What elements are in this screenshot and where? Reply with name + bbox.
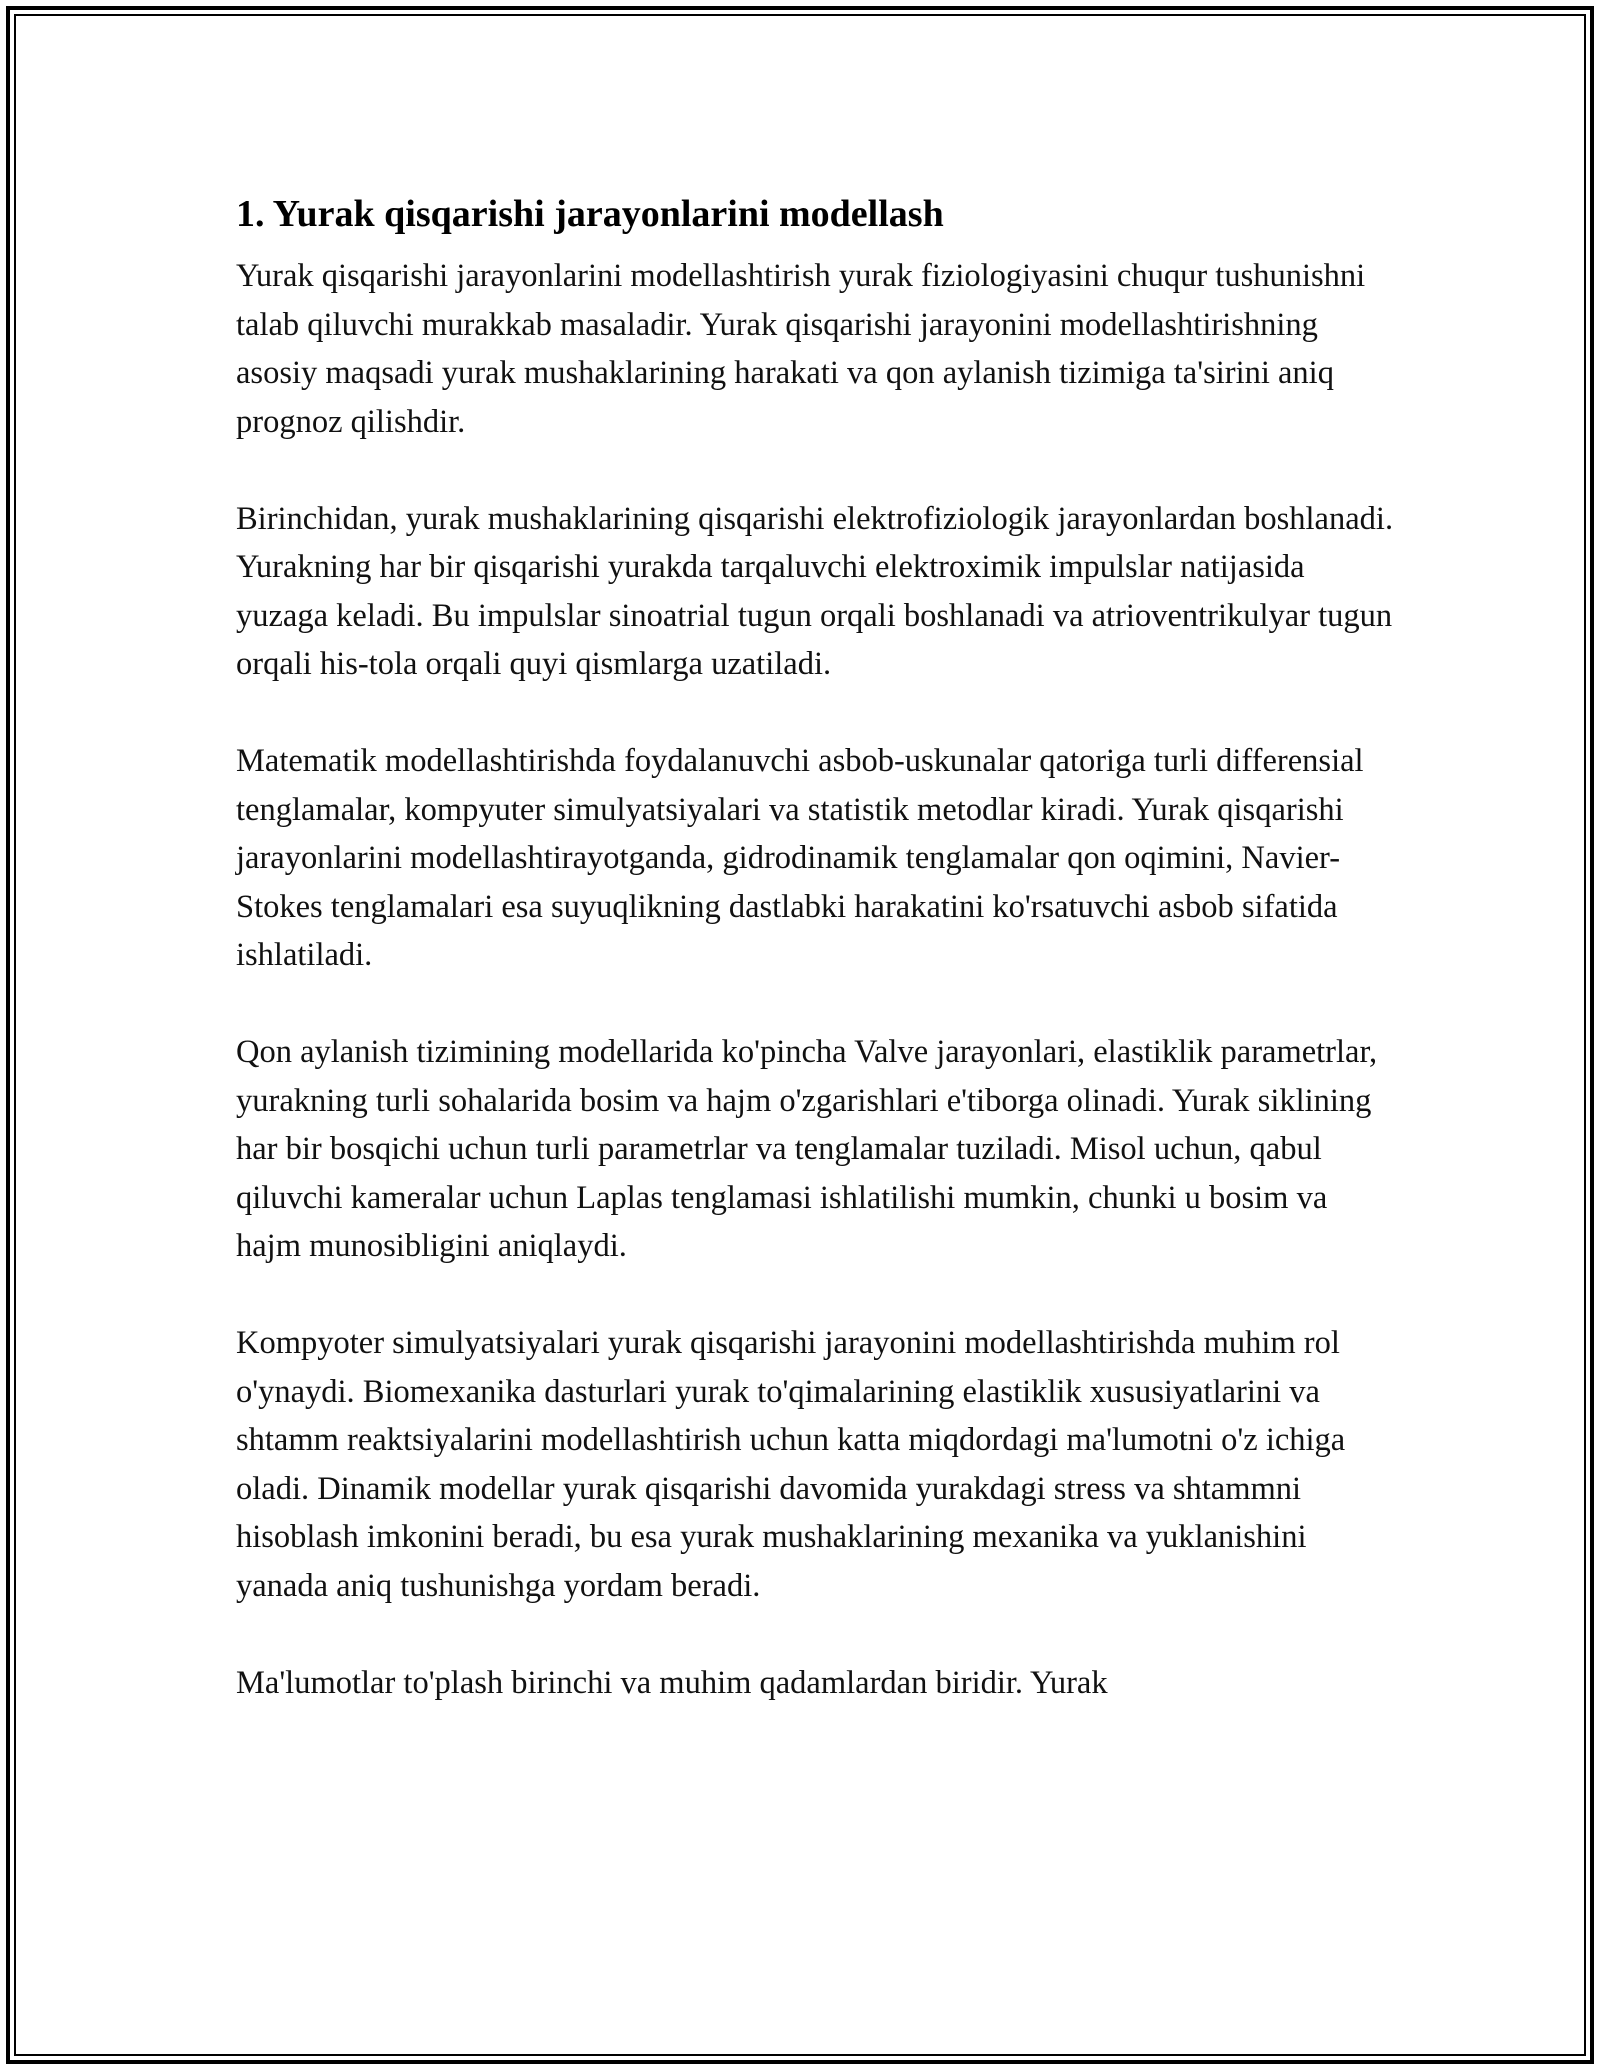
- paragraph: Birinchidan, yurak mushaklarining qisqarishi elektrofiziologik jarayonlardan boshlanadi. Yurakning har bir qisqarishi yurakda tarqaluvchi elektroximik impulslar natijasida yuzaga keladi. Bu impulslar sinoatrial tugun orqali boshlanadi va atrioventrikulyar tugun orqali his-tola orqali quyi qismlarga uzatiladi.: [236, 500, 1394, 682]
- paragraph: Qon aylanish tizimining modellarida ko'pincha Valve jarayonlari, elastiklik parametrlar, yurakning turli sohalarida bosim va hajm o'zgarishlari e'tiborga olinadi. Yurak siklining har bir bosqichi uchun turli parametrlar va tenglamalar tuziladi. Misol uchun, qabul qiluvchi kameralar uchun Laplas tenglamasi ishlatilishi mumkin, chunki u bosim va hajm munosibligini aniqlaydi.: [236, 1034, 1378, 1264]
- paragraph: Matematik modellashtirishda foydalanuvchi asbob-uskunalar qatoriga turli differensial tenglamalar, kompyuter simulyatsiyalari va statistik metodlar kiradi. Yurak qisqarishi jarayonlarini modellashtirayotganda, gidrodinamik tenglamalar qon oqimini, Navier-Stokes tenglamalari esa suyuqlikning dastlabki harakatini ko'rsatuvchi asbob sifatida ishlatiladi.: [236, 743, 1364, 973]
- paragraph: Ma'lumotlar to'plash birinchi va muhim qadamlardan biridir. Yurak: [236, 1664, 1108, 1701]
- paragraph: Yurak qisqarishi jarayonlarini modellashtirish yurak fiziologiyasini chuqur tushunishni talab qiluvchi murakkab masaladir. Yurak qisqarishi jarayonini modellashtirishning asosiy maqsadi yurak mushaklarining harakati va qon aylanish tizimiga ta'sirini aniq prognoz qilishdir.: [236, 258, 1366, 440]
- document-body: [236, 188, 1396, 1756]
- paragraph: Kompyoter simulyatsiyalari yurak qisqarishi jarayonini modellashtirishda muhim rol o'ynaydi. Biomexanika dasturlari yurak to'qimalarining elastiklik xususiyatlarini va shtamm reaktsiyalarini modellashtirish uchun katta miqdordagi ma'lumotni o'z ichiga oladi. Dinamik modellar yurak qisqarishi davomida yurakdagi stress va shtammni hisoblash imkonini beradi, bu esa yurak mushaklarining mexanika va yuklanishini yanada aniq tushunishga yordam beradi.: [236, 1325, 1346, 1604]
- section-heading: 1. Yurak qisqarishi jarayonlarini modellash: [236, 193, 944, 235]
